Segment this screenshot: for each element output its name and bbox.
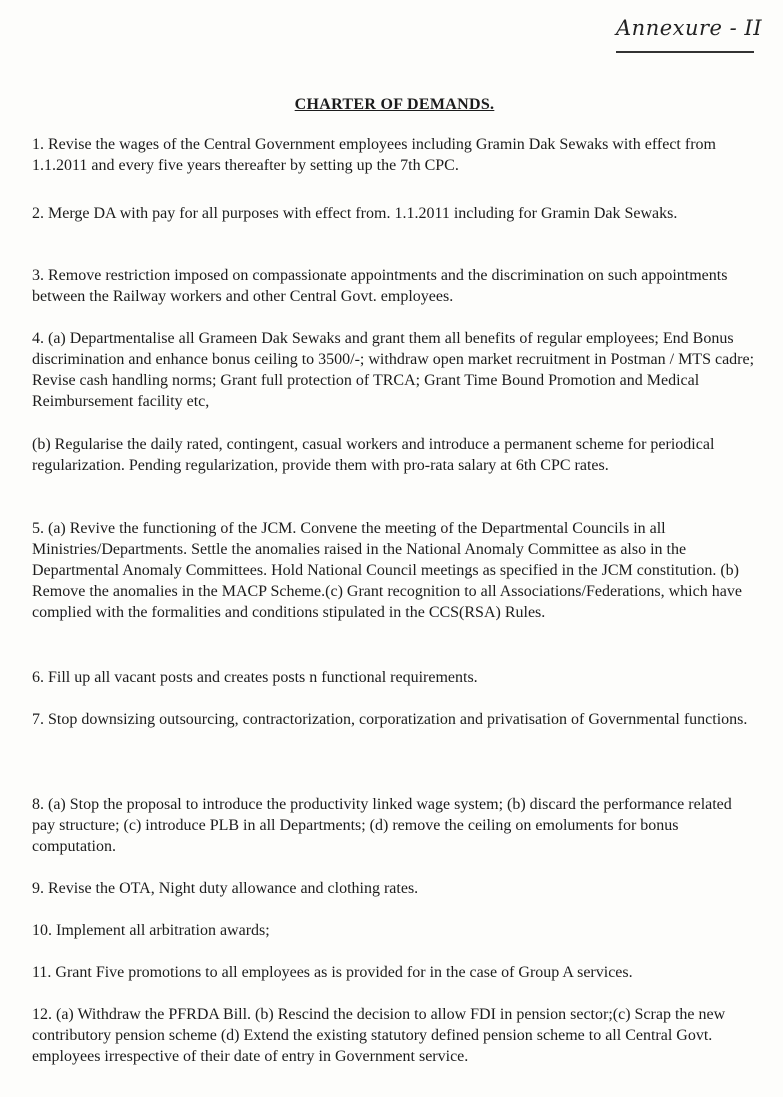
demand-8: 8. (a) Stop the proposal to introduce the productivity linked wage system; (b) discard the performance related pay structure; (c) introduce PLB in all Departments; (d) remove the ceiling on emoluments for bonus computation. [32,796,732,855]
annexure-underline [616,51,754,53]
demand-6: 6. Fill up all vacant posts and creates posts n functional requirements. [32,669,478,686]
demand-7: 7. Stop downsizing outsourcing, contractorization, corporatization and privatisation of Governmental functions. [32,711,748,728]
demand-10: 10. Implement all arbitration awards; [32,922,270,939]
demand-5: 5. (a) Revive the functioning of the JCM. Convene the meeting of the Departmental Councils in all Ministries/Departments. Settle the anomalies raised in the National Anomaly Committee as also in the Departmental Anomaly Committees. Hold National Council meetings as specified in the JCM constitution. (b) Remove the anomalies in the MACP Scheme.(c) Grant recognition to all Associations/Federations, which have complied with the formalities and conditions stipulated in the CCS(RSA) Rules. [32,520,742,621]
demand-1: 1. Revise the wages of the Central Government employees including Gramin Dak Sewaks with effect from 1.1.2011 and every five years thereafter by setting up the 7th CPC. [32,136,716,174]
demand-11: 11. Grant Five promotions to all employees as is provided for in the case of Group A services. [32,964,633,981]
demand-2: 2. Merge DA with pay for all purposes with effect from. 1.1.2011 including for Gramin Dak Sewaks. [32,205,678,222]
document-title: CHARTER OF DEMANDS. [294,96,495,113]
demand-12: 12. (a) Withdraw the PFRDA Bill. (b) Rescind the decision to allow FDI in pension sector;(c) Scrap the new contributory pension scheme (d) Extend the existing statutory defined pension scheme to all Central Govt. employees irrespective of their date of entry in Government service. [32,1006,726,1065]
demand-4b: (b) Regularise the daily rated, contingent, casual workers and introduce a permanent scheme for periodical regularization. Pending regularization, provide them with pro-rata salary at 6th CPC rates. [32,436,715,474]
demand-4a: 4. (a) Departmentalise all Grameen Dak Sewaks and grant them all benefits of regular employees; End Bonus discrimination and enhance bonus ceiling to 3500/-; withdraw open market recruitment in Postman / MTS cadre; Revise cash handling norms; Grant full protection of TRCA; Grant Time Bound Promotion and Medical Reimbursement facility etc, [32,330,755,410]
demand-3: 3. Remove restriction imposed on compassionate appointments and the discrimination on such appointments between the Railway workers and other Central Govt. employees. [32,267,728,305]
annexure-heading [612,14,772,60]
demand-9: 9. Revise the OTA, Night duty allowance and clothing rates. [32,880,419,897]
annexure-label: Annexure - II [616,16,763,40]
